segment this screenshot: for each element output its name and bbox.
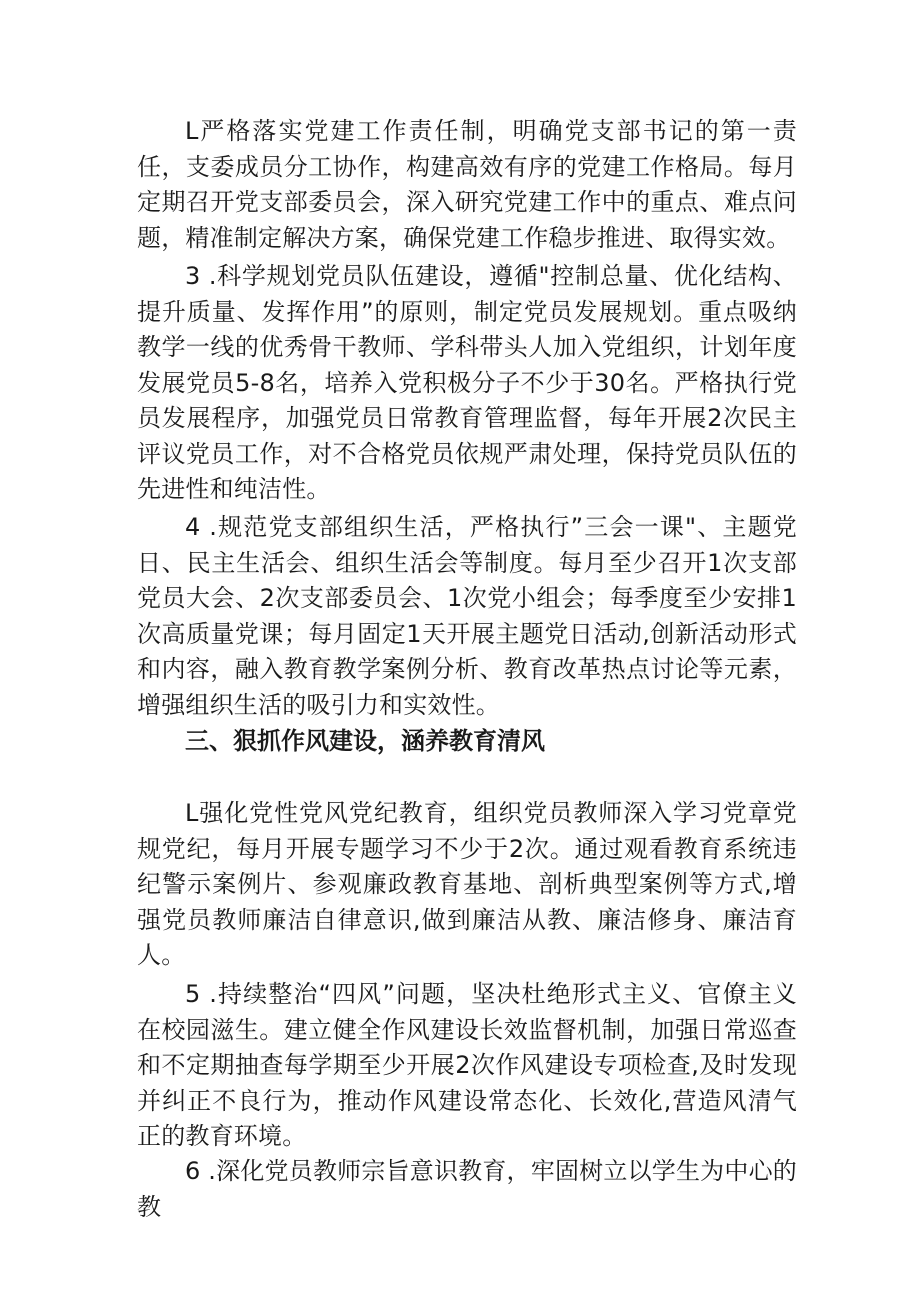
paragraph-6: 6 .深化党员教师宗旨意识教育，牢固树立以学生为中心的教 [137, 1157, 797, 1221]
paragraph-l-strengthen: L强化党性党风党纪教育，组织党员教师深入学习党章党规党纪，每月开展专题学习不少于2次。通过观看教育系统违纪警示案例片、参观廉政教育基地、剖析典型案例等方式,增强党员教师廉洁自律意识,做到廉洁从教、廉洁修身、廉洁育人。 [137, 799, 797, 969]
paragraph-1: L严格落实党建工作责任制，明确党支部书记的第一责任，支委成员分工协作，构建高效有序的党建工作格局。每月定期召开党支部委员会，深入研究党建工作中的重点、难点问题，精准制定解决方案，确保党建工作稳步推进、取得实效。 [137, 117, 797, 252]
paragraph-4: 4 .规范党支部组织生活，严格执行”三会一课"、主题党日、民主生活会、组织生活会等制度。每月至少召开1次支部党员大会、2次支部委员会、1次党小组会；每季度至少安排1次高质量党课；每月固定1天开展主题党日活动,创新活动形式和内容，融入教育教学案例分析、教育改革热点讨论等元素，增强组织生活的吸引力和实效性。 [137, 513, 797, 719]
paragraph-5: 5 .持续整治“四风”问题，坚决杜绝形式主义、官僚主义在校园滋生。建立健全作风建设长效监督机制，加强日常巡查和不定期抽查每学期至少开展2次作风建设专项检查,及时发现并纠正不良行为，推动作风建设常态化、长效化,营造风清气正的教育环境。 [137, 980, 797, 1150]
section-heading: 三、狠抓作风建设，涵养教育清风 [185, 727, 545, 755]
paragraph-3: 3 .科学规划党员队伍建设，遵循"控制总量、优化结构、提升质量、发挥作用”的原则，制定党员发展规划。重点吸纳教学一线的优秀骨干教师、学科带头人加入党组织，计划年度发展党员5-8名，培养入党积极分子不少于30名。严格执行党员发展程序，加强党员日常教育管理监督，每年开展2次民主评议党员工作，对不合格党员依规严肃处理，保持党员队伍的先进性和纯洁性。 [137, 262, 797, 503]
